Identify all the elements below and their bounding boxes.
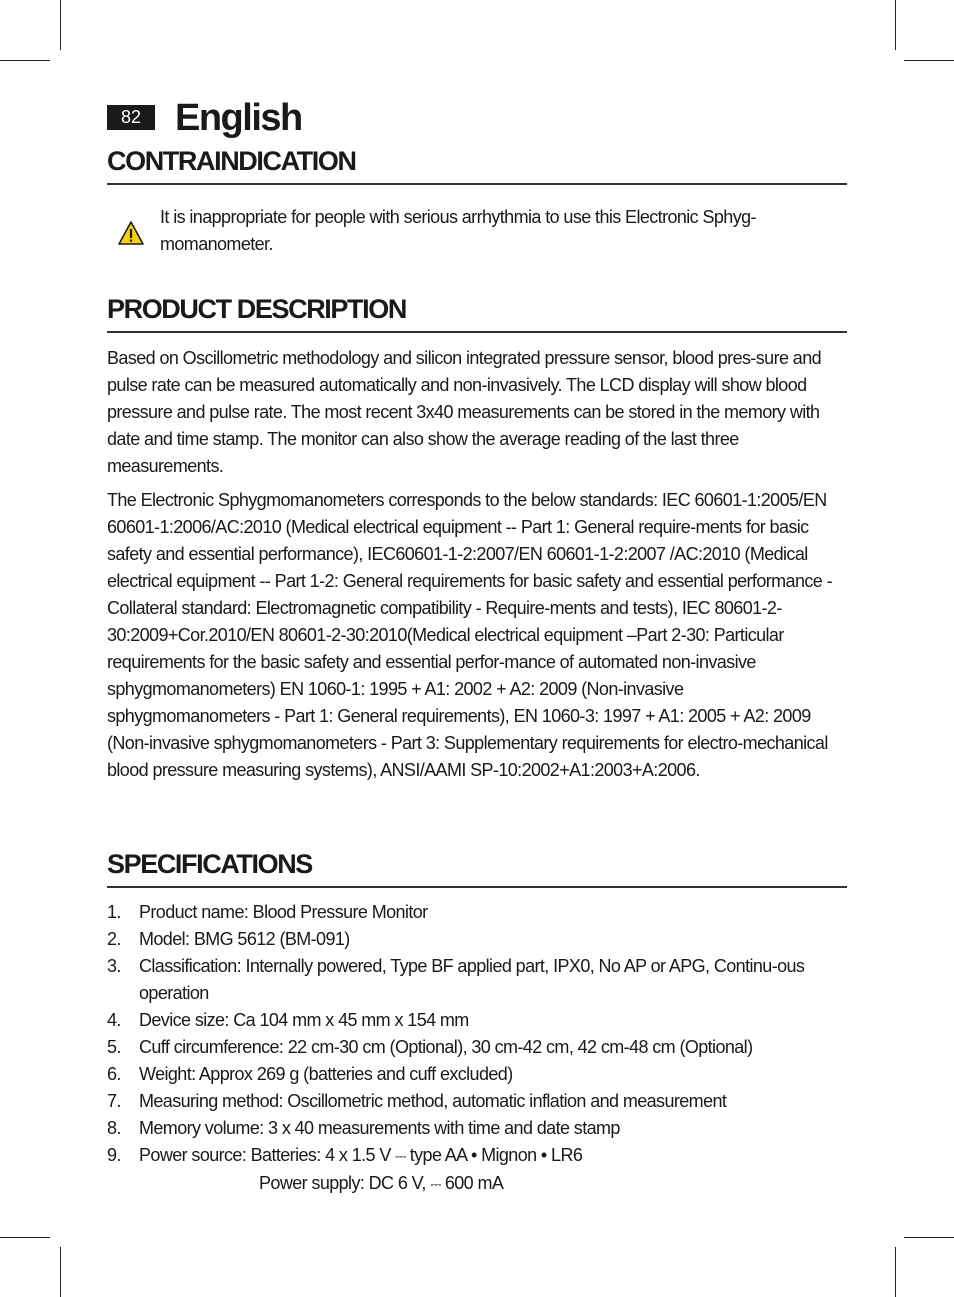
list-item: 7. Measuring method: Oscillometric method, automatic inflation and measurement	[107, 1091, 727, 1111]
crop-mark	[904, 1237, 954, 1238]
dc-current-icon: ⎓	[430, 1176, 441, 1192]
product-description-heading: PRODUCT DESCRIPTION	[107, 293, 847, 333]
crop-mark	[904, 60, 954, 61]
list-item: 6. Weight: Approx 269 g (batteries and cuff excluded)	[107, 1064, 513, 1084]
crop-mark	[895, 0, 896, 50]
list-item: 8. Memory volume: 3 x 40 measurements with time and date stamp	[107, 1118, 620, 1138]
list-item: 5. Cuff circumference: 22 cm-30 cm (Optional), 30 cm-42 cm, 42 cm-48 cm (Optional)	[107, 1037, 753, 1057]
warning-triangle-icon	[117, 220, 145, 246]
crop-mark	[60, 1247, 61, 1297]
language-title: English	[175, 97, 302, 139]
list-item: 2. Model: BMG 5612 (BM-091)	[107, 929, 350, 949]
list-item-power: 9. Power source: Batteries: 4 x 1.5 V ⎓ type AA • Mignon • LR6 Power supply: DC 6 V, ⎓ 600 mA	[107, 1142, 845, 1198]
crop-mark	[0, 1237, 50, 1238]
page-number: 82	[107, 105, 155, 130]
crop-mark	[0, 60, 50, 61]
product-description-paragraph: Based on Oscillometric methodology and silicon integrated pressure sensor, blood pres-sure and pulse rate can be measured automatically and non-invasively. The LCD display will show blood pressure and pulse rate. The most recent 3x40 measurements can be stored in the memory with date and time stamp. The monitor can also show the average reading of the last three measurements.	[107, 348, 822, 476]
crop-mark	[895, 1247, 896, 1297]
contraindication-text: It is inappropriate for people with serious arrhythmia to use this Electronic Sphyg-momanometer.	[160, 207, 756, 254]
power-supply: Power supply: DC 6 V, ⎓ 600 mA	[259, 1173, 504, 1193]
dc-current-icon: ⎓	[395, 1148, 406, 1164]
list-item: 4. Device size: Ca 104 mm x 45 mm x 154 mm	[107, 1010, 469, 1030]
list-item: 3. Classification: Internally powered, Type BF applied part, IPX0, No AP or APG, Continu-ous operation	[107, 956, 805, 1003]
specifications-heading: SPECIFICATIONS	[107, 848, 847, 888]
specifications-list	[107, 899, 845, 1198]
standards-paragraph: The Electronic Sphygmomanometers corresponds to the below standards: IEC 60601-1:2005/EN 60601-1:2006/AC:2010 (Medical electrical equipment -- Part 1: General require-ments for basic safety and essential performance), IEC60601-1-2:2007/EN 60601-1-2:2007 /AC:2010 (Medical electrical equipment -- Part 1-2: General requirements for basic safety and essential performance - Collateral standard: Electromagnetic compatibility - Require-ments and tests), IEC 80601-2-30:2009+Cor.2010/EN 80601-2-30:2010(Medical electrical equipment –Part 2-30: Particular requirements for the basic safety and essential perfor-mance of automated non-invasive sphygmomanometers) EN 1060-1: 1995 + A1: 2002 + A2: 2009 (Non-invasive sphygmomanometers - Part 1: General requirements), EN 1060-3: 1997 + A1: 2005 + A2: 2009 (Non-invasive sphygmomanometers - Part 3: Supplementary requirements for electro-mechanical blood pressure measuring systems), ANSI/AAMI SP-10:2002+A1:2003+A:2006.	[107, 490, 832, 780]
crop-mark	[60, 0, 61, 50]
contraindication-heading: CONTRAINDICATION	[107, 145, 847, 185]
power-source: Power source: Batteries: 4 x 1.5 V ⎓ type AA • Mignon • LR6	[139, 1145, 583, 1165]
list-item: 1. Product name: Blood Pressure Monitor	[107, 902, 428, 922]
